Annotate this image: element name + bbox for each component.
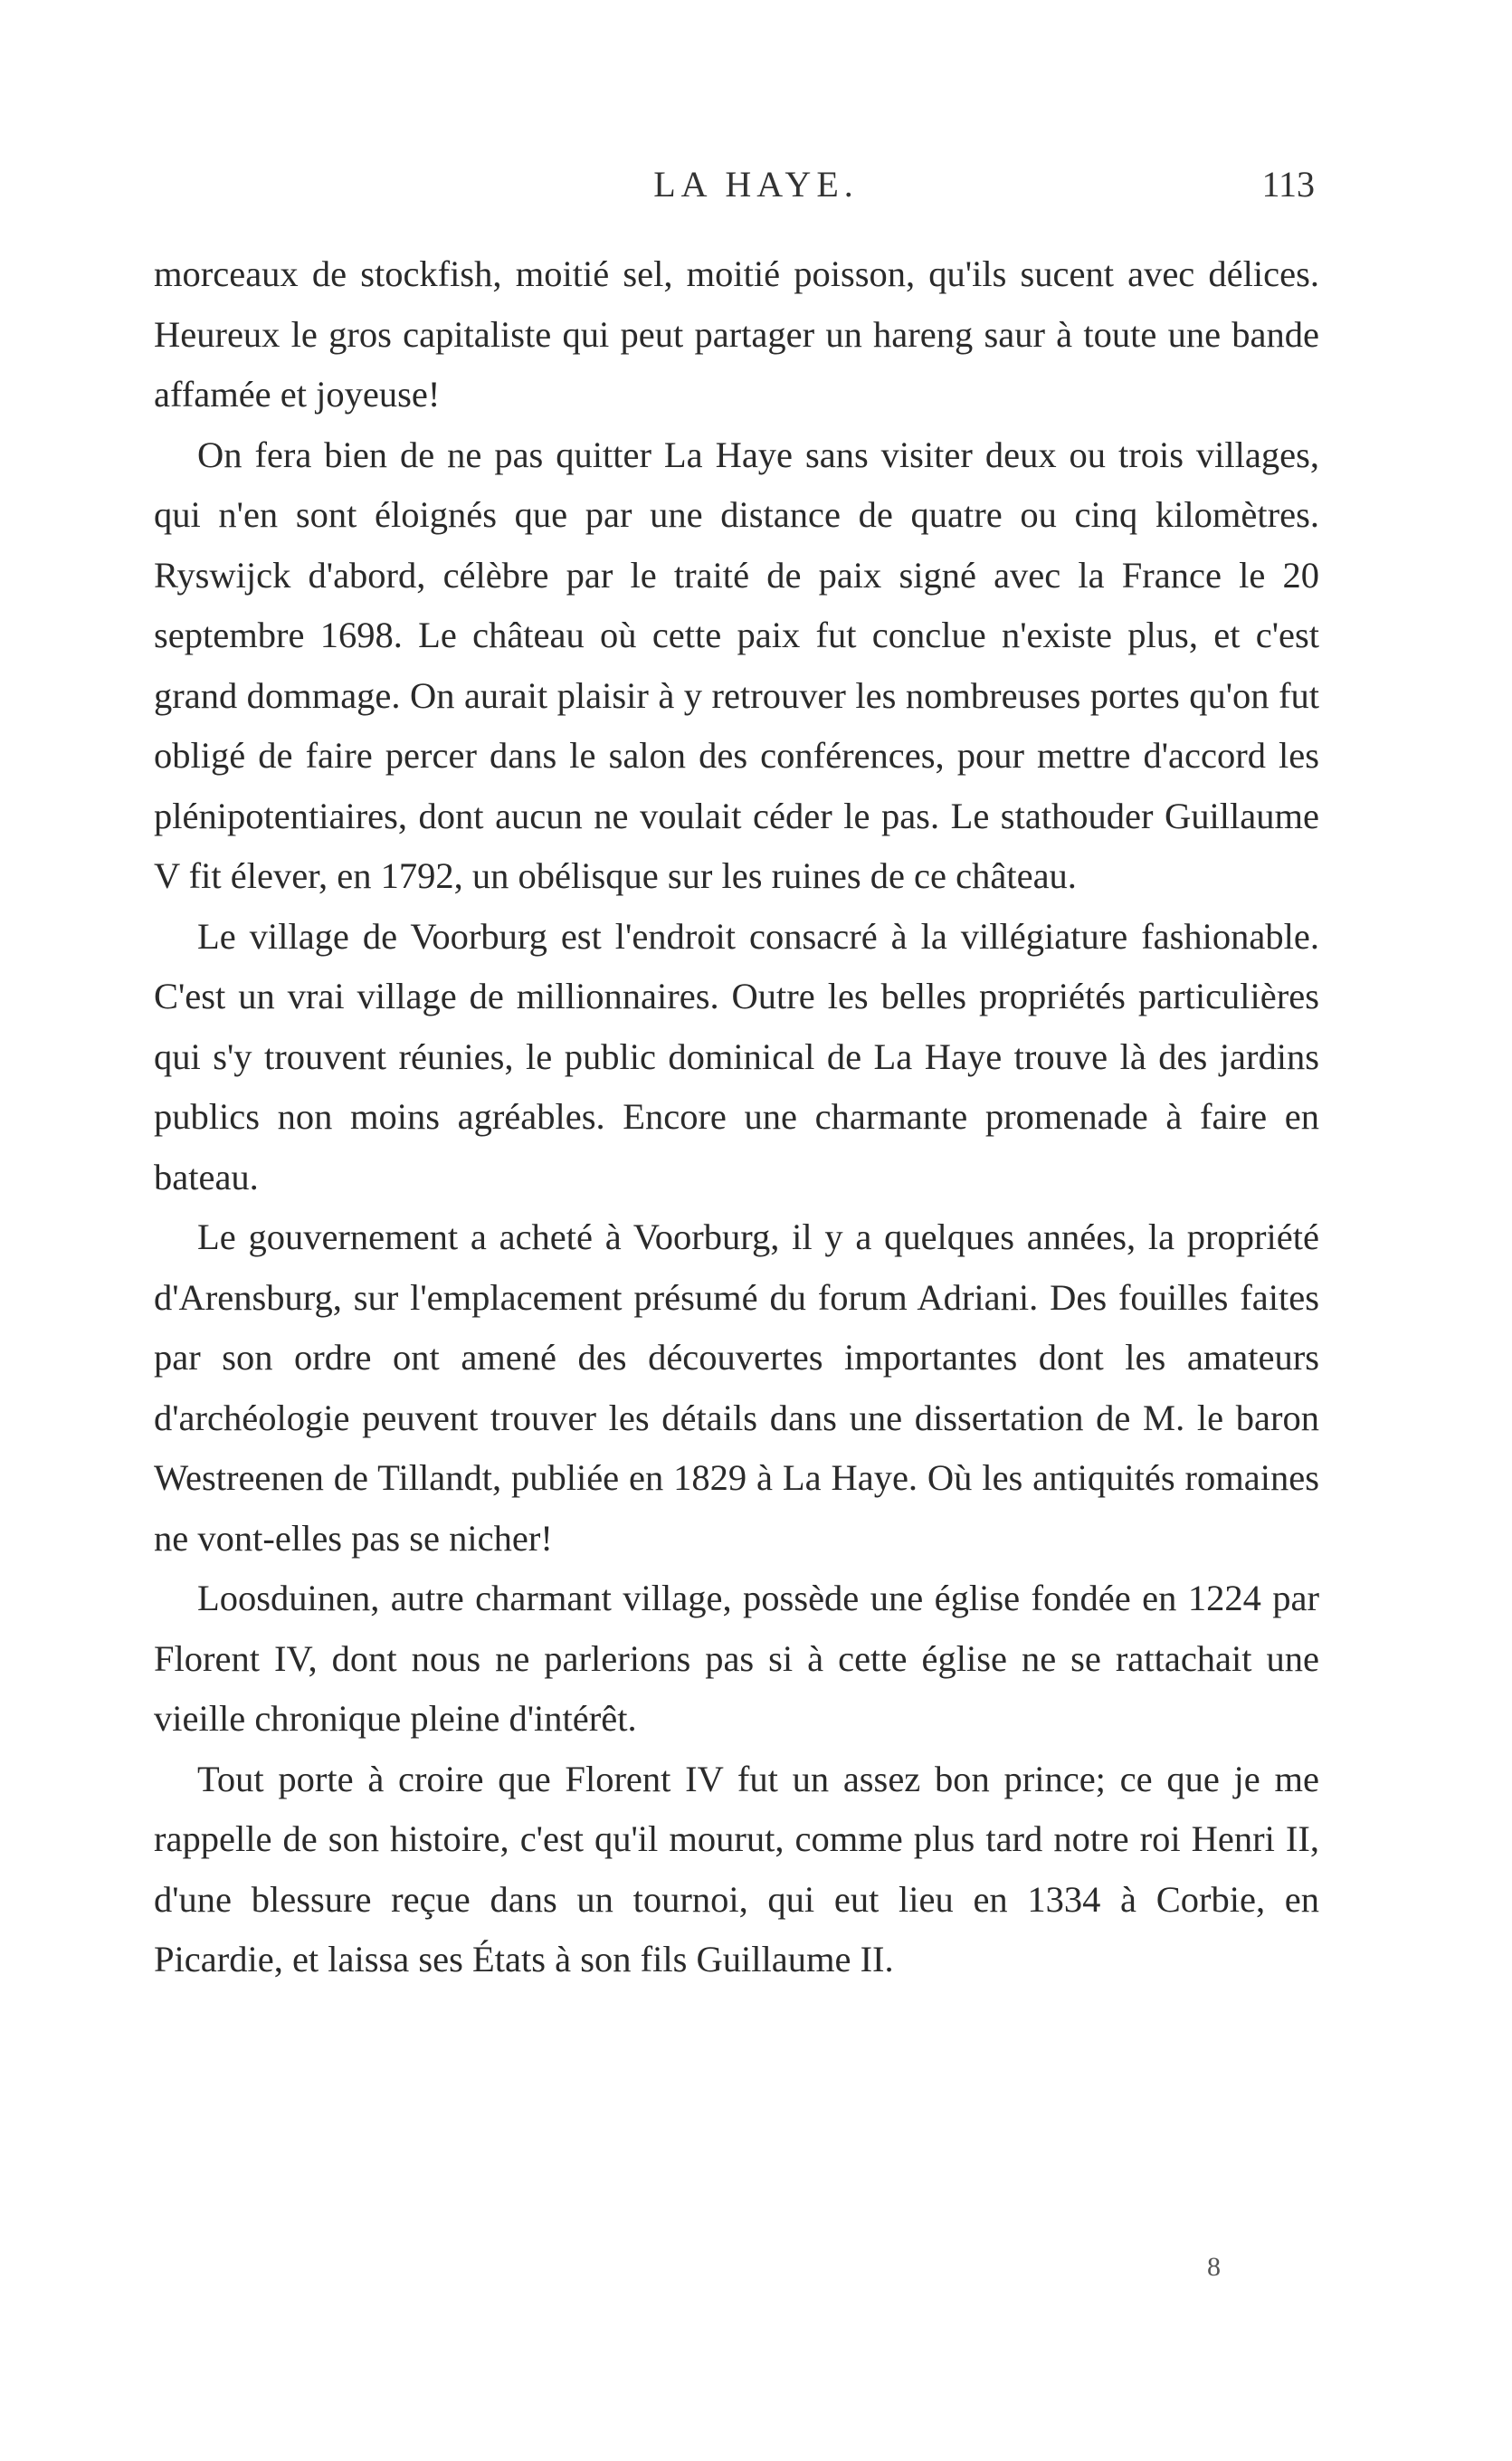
running-title: LA HAYE. <box>653 164 859 205</box>
paragraph-florent: Tout porte à croire que Florent IV fut un assez bon prince; ce que je me rappelle de son histoire, c'est qu'il mourut, comme plus tard notre roi Henri II, d'une blessure reçue dans un tournoi, qui eut lieu en 1334 à Corbie, en Picardie, et laissa ses États à son fils Guillaume II. <box>154 1758 1319 1979</box>
page-number: 113 <box>1261 164 1315 205</box>
paragraph-ryswijck: On fera bien de ne pas quitter La Haye sans visiter deux ou trois villages, qui n'en sont éloignés que par une distance de quatre ou cinq kilomètres. Ryswijck d'abord, célèbre par le traité de paix signé avec la France le 20 septembre 1698. Le château où cette paix fut conclue n'existe plus, et c'est grand dommage. On aurait plaisir à y retrouver les nombreuses portes qu'on fut obligé de faire percer dans le salon des conférences, pour mettre d'accord les plénipotentiaires, dont aucun ne voulait céder le pas. Le stathouder Guillaume V fit élever, en 1792, un obélisque sur les ruines de ce château. <box>154 434 1319 896</box>
signature-mark: 8 <box>1207 2252 1221 2282</box>
body-text <box>154 244 1319 1990</box>
paragraph-loosduinen: Loosduinen, autre charmant village, possède une église fondée en 1224 par Florent IV, dont nous ne parlerions pas si à cette église ne se rattachait une vieille chronique pleine d'intérêt. <box>154 1578 1319 1739</box>
paragraph-arensburg: Le gouvernement a acheté à Voorburg, il y a quelques années, la propriété d'Arensburg, sur l'emplacement présumé du forum Adriani. Des fouilles faites par son ordre ont amené des découvertes importantes dont les amateurs d'archéologie peuvent trouver les détails dans une dissertation de M. le baron Westreenen de Tillandt, publiée en 1829 à La Haye. Où les antiquités romaines ne vont-elles pas se nicher! <box>154 1216 1319 1559</box>
paragraph-continuation: morceaux de stockfish, moitié sel, moitié poisson, qu'ils sucent avec délices. Heureux le gros capitaliste qui peut partager un hareng saur à toute une bande affamée et joyeuse! <box>154 253 1319 415</box>
paragraph-voorburg: Le village de Voorburg est l'endroit consacré à la villégiature fashionable. C'est un vrai village de millionnaires. Outre les belles propriétés particulières qui s'y trouvent réunies, le public dominical de La Haye trouve là des jardins publics non moins agréables. Encore une charmante promenade à faire en bateau. <box>154 915 1319 1197</box>
page-header <box>0 163 1512 217</box>
